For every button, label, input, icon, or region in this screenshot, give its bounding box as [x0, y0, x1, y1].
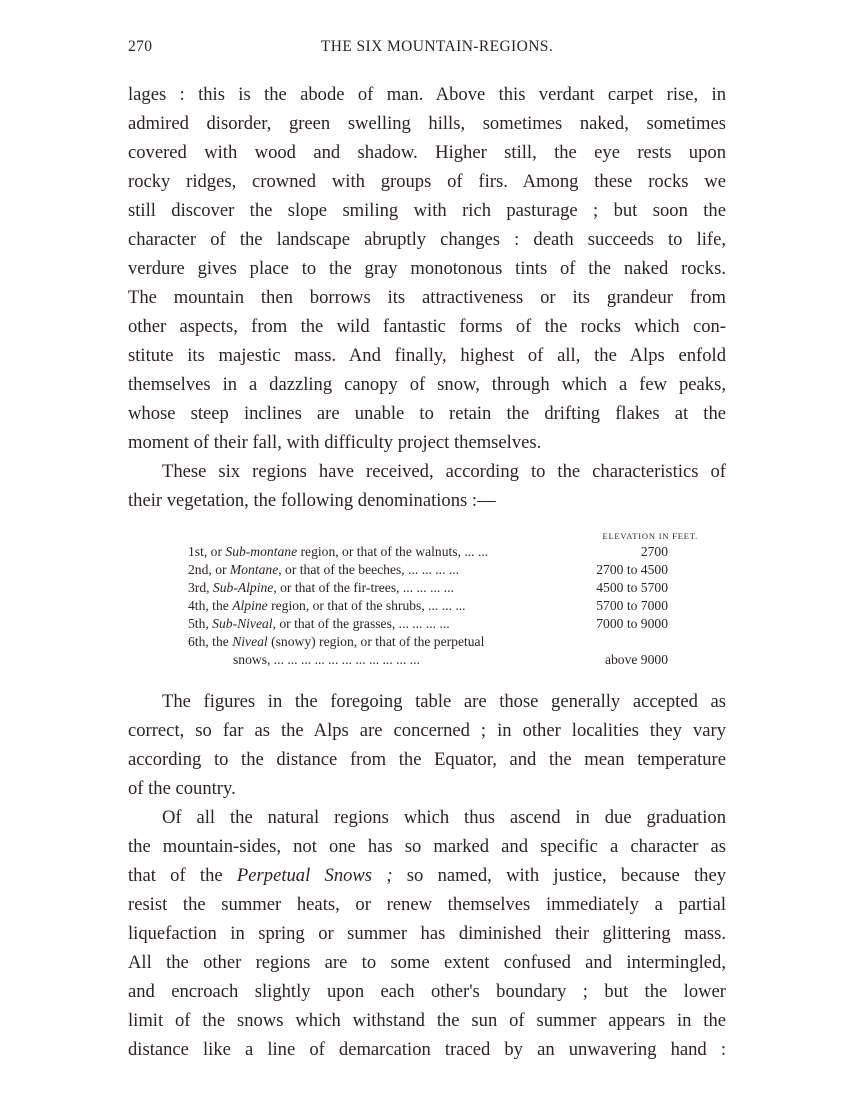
elevation-table — [128, 527, 726, 669]
text-line: Of all the natural regions which thus ascend in due graduation — [162, 807, 726, 828]
region-label: 5th, Sub-Niveal, or that of the grasses, ... ... ... ... — [188, 616, 450, 631]
text-line: correct, so far as the Alps are concerned ; in other localities they vary — [128, 720, 726, 741]
elevation-column-header: ELEVATION IN FEET. — [602, 531, 698, 541]
elevation-value: 5700 to 7000 — [596, 598, 668, 613]
table-row — [128, 651, 726, 669]
text-line: The mountain then borrows its attractiveness or its grandeur from — [128, 287, 726, 308]
table-row — [128, 561, 726, 579]
text-line: liquefaction in spring or summer has diminished their glittering mass. — [128, 923, 726, 944]
elevation-value: above 9000 — [604, 652, 668, 667]
elevation-value: 2700 to 4500 — [596, 562, 668, 577]
table-row — [128, 543, 726, 561]
table-row — [128, 615, 726, 633]
italic-term: Perpetual Snows ; — [236, 865, 393, 886]
region-name: Sub-Niveal — [212, 616, 273, 631]
text-line: verdure gives place to the gray monotonous tints of the naked rocks. — [128, 258, 726, 279]
text-line: All the other regions are to some extent confused and intermingled, — [128, 952, 726, 973]
text-line: The figures in the foregoing table are those generally accepted as — [162, 691, 726, 712]
region-label: 3rd, Sub-Alpine, or that of the fir-trees, ... ... ... ... — [188, 580, 454, 595]
text-line: admired disorder, green swelling hills, sometimes naked, sometimes — [128, 113, 726, 134]
text-line: resist the summer heats, or renew themselves immediately a partial — [128, 894, 726, 915]
paragraph-2 — [128, 457, 726, 515]
text-line: their vegetation, the following denominations :— — [128, 490, 496, 511]
text-line: themselves in a dazzling canopy of snow, through which a few peaks, — [128, 374, 726, 395]
region-label: 4th, the Alpine region, or that of the shrubs, ... ... ... — [188, 598, 466, 613]
table-row — [128, 579, 726, 597]
text-line: according to the distance from the Equator, and the mean temperature — [128, 749, 726, 770]
region-name: Alpine — [232, 598, 268, 613]
text-line: lages : this is the abode of man. Above this verdant carpet rise, in — [128, 84, 726, 105]
text-line: character of the landscape abruptly changes : death succeeds to life, — [128, 229, 726, 250]
text-line: and encroach slightly upon each other's boundary ; but the lower — [128, 981, 726, 1002]
table-row — [128, 633, 726, 651]
chapter-title: THE SIX MOUNTAIN-REGIONS. — [320, 38, 554, 55]
text-line: of the country. — [128, 778, 236, 799]
text-line: stitute its majestic mass. And finally, highest of all, the Alps enfold — [128, 345, 726, 366]
running-head — [128, 38, 726, 62]
text-line: limit of the snows which withstand the sun of summer appears in the — [128, 1010, 726, 1031]
elevation-value: 7000 to 9000 — [596, 616, 668, 631]
region-name: Sub-montane — [225, 544, 298, 559]
region-name: Montane — [229, 562, 279, 577]
elevation-value: 2700 — [640, 544, 668, 559]
text-line: other aspects, from the wild fantastic forms of the rocks which con- — [128, 316, 726, 337]
text-line: covered with wood and shadow. Higher still, the eye rests upon — [128, 142, 726, 163]
region-name: Sub-Alpine — [212, 580, 274, 595]
text-line: still discover the slope smiling with rich pasturage ; but soon the — [128, 200, 726, 221]
text-line: the mountain-sides, not one has so marked and specific a character as — [128, 836, 726, 857]
paragraph-1 — [128, 80, 726, 457]
region-label: 6th, the Niveal (snowy) region, or that of the perpetual — [188, 634, 485, 649]
region-label: 1st, or Sub-montane region, or that of the walnuts, ... ... — [188, 544, 489, 559]
text-line: These six regions have received, according to the characteristics of — [162, 461, 726, 482]
page-number: 270 — [128, 38, 153, 55]
paragraph-3 — [128, 687, 726, 803]
text-line: that of the Perpetual Snows ; so named, with justice, because they — [128, 865, 727, 886]
text-line: distance like a line of demarcation traced by an unwavering hand : — [128, 1039, 726, 1060]
table-row — [128, 597, 726, 615]
paragraph-4 — [128, 803, 726, 1064]
text-line: whose steep inclines are unable to retain the drifting flakes at the — [128, 403, 726, 424]
text-line: moment of their fall, with difficulty project themselves. — [128, 432, 542, 453]
text-line: rocky ridges, crowned with groups of firs. Among these rocks we — [128, 171, 726, 192]
elevation-value: 4500 to 5700 — [596, 580, 668, 595]
region-label-continuation: snows, ... ... ... ... ... ... ... ... ... ... ... — [233, 652, 420, 667]
region-label: 2nd, or Montane, or that of the beeches, ... ... ... ... — [188, 562, 460, 577]
region-name: Niveal — [232, 634, 268, 649]
